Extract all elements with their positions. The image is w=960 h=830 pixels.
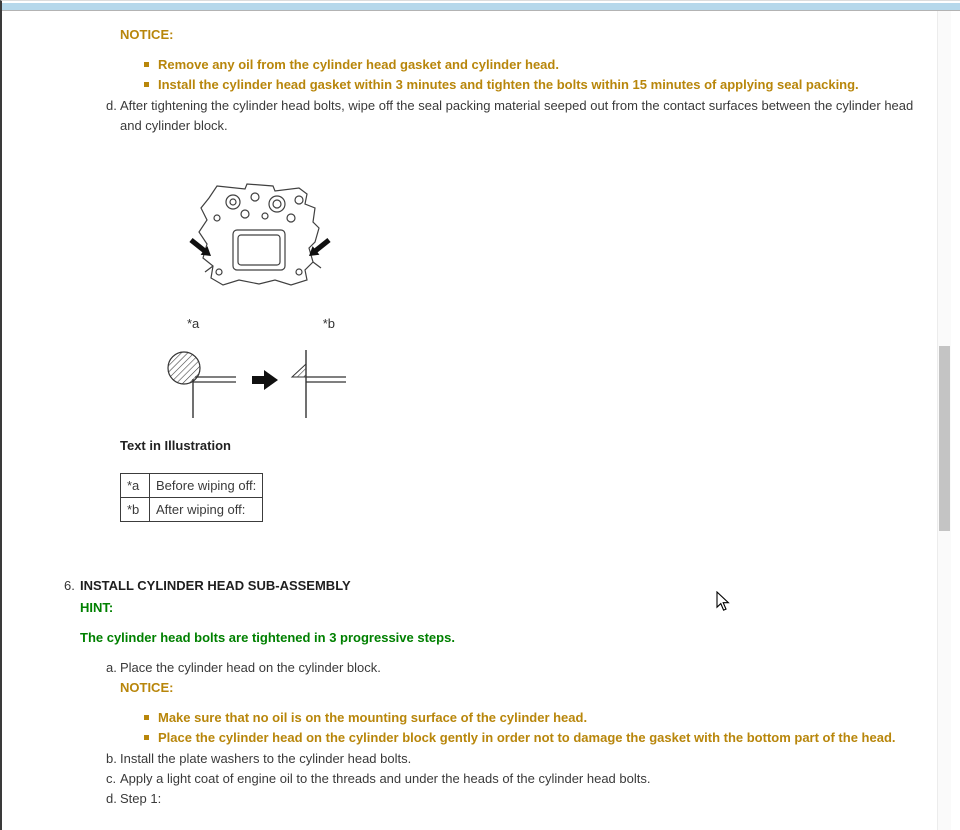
substep-text: After tightening the cylinder head bolts, wipe off the seal packing material seeped out from the contact surfaces between the cylinder head and cylinder block. — [120, 98, 914, 133]
substep-marker: d. — [106, 791, 117, 806]
seal-bead-icon — [168, 352, 200, 384]
table-row — [121, 474, 263, 498]
after-wiping-drawing — [292, 350, 346, 418]
arrow-right-icon — [252, 370, 278, 390]
residual-fillet-icon — [292, 364, 306, 377]
notice-item-text: Install the cylinder head gasket within 3 minutes and tighten the bolts within 15 minutes of applying seal packing. — [158, 77, 859, 92]
notice-heading: NOTICE: — [120, 680, 174, 695]
notice-item-text: Place the cylinder head on the cylinder block gently in order not to damage the gasket with the bottom part of the head. — [158, 730, 896, 745]
notice-heading: NOTICE: — [120, 27, 174, 42]
substep-text: Step 1: — [120, 791, 162, 806]
substep-marker: b. — [106, 751, 117, 766]
substep-text: Place the cylinder head on the cylinder block. — [120, 660, 381, 675]
notice-item — [144, 55, 936, 75]
notice-item — [144, 728, 936, 748]
substep-marker: d. — [106, 98, 117, 113]
step-title: INSTALL CYLINDER HEAD SUB-ASSEMBLY — [80, 578, 351, 593]
notice-item — [144, 75, 936, 95]
substep-a — [106, 658, 936, 678]
figure-label-b: *b — [322, 316, 335, 331]
hint-heading: HINT: — [80, 600, 114, 615]
seal-wipe-diagram — [160, 342, 352, 420]
bullet-square-icon — [144, 62, 149, 67]
engine-block-figure — [187, 182, 335, 308]
notice-list — [144, 708, 936, 748]
bullet-square-icon — [144, 715, 149, 720]
step-6-heading — [64, 576, 936, 596]
bullet-square-icon — [144, 82, 149, 87]
legend-key-cell: *b — [121, 498, 150, 522]
mouse-cursor — [716, 591, 731, 613]
substep-marker: c. — [106, 771, 117, 786]
substep-d-wipe — [106, 96, 936, 136]
substep-b — [106, 749, 936, 769]
step-number: 6. — [64, 578, 75, 593]
substep-d-step1 — [106, 789, 936, 809]
substep-c — [106, 769, 936, 789]
scrollbar-thumb[interactable] — [939, 346, 950, 531]
notice-list — [144, 55, 936, 95]
substep-text: Apply a light coat of engine oil to the threads and under the heads of the cylinder head bolts. — [120, 771, 651, 786]
document-content — [4, 11, 936, 809]
before-wiping-drawing — [168, 352, 236, 418]
notice-item-text: Make sure that no oil is on the mounting surface of the cylinder head. — [158, 710, 588, 725]
illustration-legend-table — [120, 473, 263, 522]
legend-key-cell: *a — [121, 474, 150, 498]
figure-labels — [187, 314, 335, 334]
bullet-square-icon — [144, 735, 149, 740]
vertical-scrollbar[interactable] — [937, 11, 951, 830]
legend-value-cell: Before wiping off: — [150, 474, 263, 498]
substep-marker: a. — [106, 660, 117, 675]
notice-item-text: Remove any oil from the cylinder head gasket and cylinder head. — [158, 57, 559, 72]
seal-arrow-right-icon — [309, 238, 331, 256]
notice-item — [144, 708, 936, 728]
seal-arrow-left-icon — [189, 238, 211, 256]
hint-text: The cylinder head bolts are tightened in 3 progressive steps. — [80, 630, 455, 645]
figure-label-a: *a — [187, 316, 200, 331]
text-in-illustration-heading: Text in Illustration — [120, 438, 231, 453]
horizontal-scrollbar[interactable] — [2, 3, 960, 11]
substep-text: Install the plate washers to the cylinder head bolts. — [120, 751, 412, 766]
legend-value-cell: After wiping off: — [150, 498, 263, 522]
table-row — [121, 498, 263, 522]
engine-block-illustration — [187, 182, 335, 308]
